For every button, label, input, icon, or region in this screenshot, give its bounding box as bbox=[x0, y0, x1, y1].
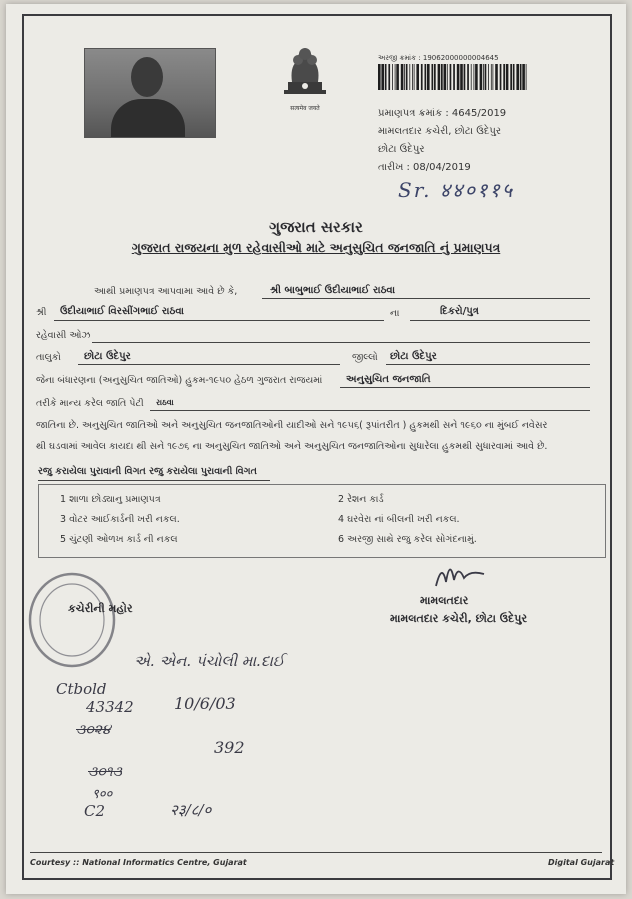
district-value: છોટા ઉદેપુર bbox=[390, 351, 437, 362]
caste-value: રાઠવા bbox=[156, 398, 174, 407]
intro-label: આથી પ્રમાણપત્ર આપવામા આવે છે કે, bbox=[94, 286, 238, 297]
relation-prefix: ના bbox=[390, 308, 400, 319]
recognized-label: તરીકે માન્ય કરેલ જાતિ પેટી bbox=[36, 398, 144, 409]
residence-label: રહેવાસી ઓઝ bbox=[36, 330, 91, 341]
handwritten-note: 10/6/03 bbox=[174, 694, 236, 713]
handwritten-note: ૩૦૧૩ bbox=[88, 764, 122, 780]
taluka-value: છોટા ઉદેપુર bbox=[84, 351, 131, 362]
father-name: ઉદીયાભાઈ વિરસીંગભાઈ રાઠવા bbox=[60, 306, 184, 317]
barcode-icon bbox=[378, 64, 528, 90]
taluka-label: તાલુકો bbox=[36, 352, 61, 363]
document-item: 6 અરજી સાથે રજુ કરેલ સોગંદનામું. bbox=[338, 534, 477, 545]
officer-office: મામલતદાર કચેરી, છોટા ઉદેપુર bbox=[390, 612, 528, 625]
handwritten-note: એ. એન. પંચોલી મા.દાઈ bbox=[134, 652, 285, 670]
district-label: જીલ્લો bbox=[352, 352, 378, 363]
officer-signature-icon bbox=[430, 552, 490, 592]
issue-date: તારીખ : 08/04/2019 bbox=[378, 162, 471, 173]
handwritten-note: ९०० bbox=[92, 787, 113, 802]
serial-handwritten: Sr. ४४०११५ bbox=[398, 178, 515, 202]
issuing-office-city: છોટા ઉદેપુર bbox=[378, 144, 425, 155]
footer-brand: Digital Gujarat bbox=[548, 858, 615, 867]
photo-body bbox=[111, 99, 185, 138]
document-item: 2 રેશન કાર્ડ bbox=[338, 494, 384, 505]
legal-paragraph-line-1: જાતિના છે. અનુસુચિત જાતિઓ અને અનુસુચિત જનજાતિઓની યાદીઓ સને ૧૯૫૬( રૂપાંતરીત ) હુકમથી સને ૧૯૬૦ ના મુંબઈ નવેસર bbox=[36, 420, 548, 431]
relation: દિકરો/પુત્ર bbox=[440, 306, 479, 317]
handwritten-note: 392 bbox=[214, 738, 245, 757]
document-item: 3 વોટર આઈકાર્ડની ખરી નકલ. bbox=[60, 514, 180, 525]
handwritten-note: ૩૦૨૪ bbox=[76, 722, 111, 738]
photo-head bbox=[131, 57, 163, 97]
document-item: 4 ઘરવેરા નાં બીલની ખરી નકલ. bbox=[338, 514, 460, 525]
handwritten-note: 43342 bbox=[86, 698, 134, 716]
order-label: જેના બંધારણના (અનુસુચિત જાતિઓ) હુકમ-૧૯૫૦ હેઠળ ગુજરાત રાજયમાં bbox=[36, 375, 323, 386]
application-number: અરજી ક્રમાંક : 19062000000004645 bbox=[378, 54, 499, 62]
footer-courtesy: Courtesy :: National Informatics Centre, Gujarat bbox=[30, 858, 247, 867]
handwritten-note: २३/८/० bbox=[170, 801, 212, 819]
officer-designation: મામલતદાર bbox=[420, 594, 469, 607]
documents-header: રજુ કરાયેલા પુરાવાની વિગત રજુ કરાયેલા પુરાવાની વિગત bbox=[38, 466, 257, 477]
holder-photo bbox=[84, 48, 216, 138]
father-prefix: શ્રી bbox=[36, 307, 47, 318]
legal-paragraph-line-2: થી ઘડવામાં આવેલ કાયદા થી સને ૧૯૭૬ ના અનુસુચિત જાતિઓ અને અનુસુચિત જનજાતિઓના સુધારેલા હુકમથી સુધારવામાં આવે છે. bbox=[36, 441, 548, 452]
document-item: 5 ચુંટણી ઓળખ કાર્ડ ની નકલ bbox=[60, 534, 178, 545]
certificate-subtitle: ગુજરાત રાજયના મુળ રહેવાસીઓ માટે અનુસુચિત જનજાતિ નું પ્રમાણપત્ર bbox=[131, 240, 501, 255]
government-title: ગુજરાત સરકાર bbox=[269, 218, 363, 236]
document-item: 1 શાળા છોડ્યાનુ પ્રમાણપત્ર bbox=[60, 494, 161, 505]
handwritten-note: C2 bbox=[84, 802, 106, 820]
emblem-caption: सत्यमेव जयते bbox=[290, 105, 320, 112]
holder-name: શ્રી બાબુભાઈ ઉદીયાભાઈ રાઠવા bbox=[270, 285, 396, 296]
office-seal-stamp bbox=[26, 570, 118, 670]
issuing-office: મામલતદાર કચેરી, છોટા ઉદેપુર bbox=[378, 126, 502, 137]
certificate-number: પ્રમાણપત્ર ક્રમાંક : 4645/2019 bbox=[378, 108, 507, 119]
national-emblem-icon bbox=[280, 38, 330, 108]
category-value: અનુસુચિત જનજાતિ bbox=[346, 374, 431, 385]
office-stamp-label: કચેરીની મહોર bbox=[68, 602, 133, 615]
handwritten-note: Ctbold bbox=[56, 680, 107, 698]
